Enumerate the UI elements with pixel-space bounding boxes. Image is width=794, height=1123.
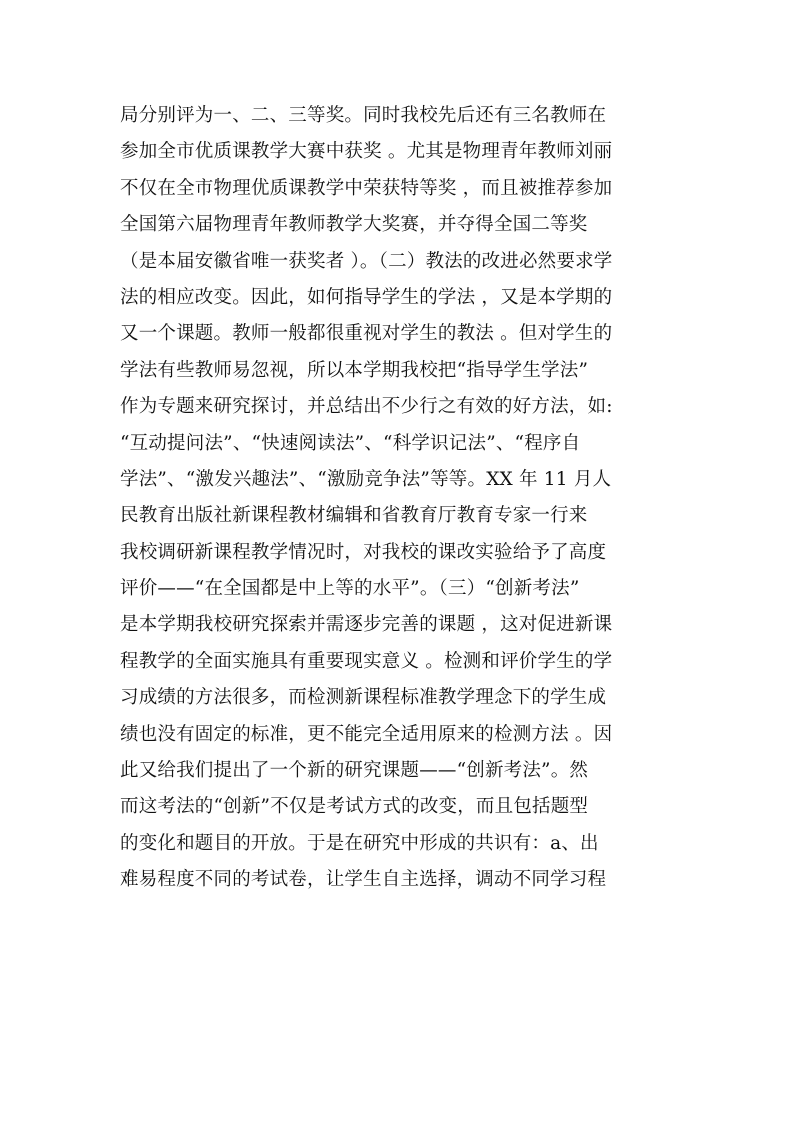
text-line: 评价——“在全国都是中上等的水平”。（三）“创新考法” — [120, 578, 580, 600]
text-line: 习成绩的方法很多，而检测新课程标准教学理念下的学生成 — [120, 687, 607, 709]
text-line: “互动提问法”、“快速阅读法”、“科学识记法”、“程序自 — [120, 432, 581, 454]
text-line: 绩也没有固定的标准，更不能完全适用原来的检测方法 。因 — [120, 723, 613, 745]
text-line: 又一个课题。教师一般都很重视对学生的教法 。但对学生的 — [120, 323, 613, 345]
text-line: 不仅在全市物理优质课教学中荣获特等奖 ，而且被推荐参加 — [120, 177, 613, 199]
text-line: 而这考法的“创新”不仅是考试方式的改变，而且包括题型 — [120, 796, 589, 818]
document-body — [120, 98, 680, 899]
text-line: 参加全市优质课教学大赛中获奖 。尤其是物理青年教师刘丽 — [120, 141, 613, 163]
text-line: 作为专题来研究探讨，并总结出不少行之有效的好方法，如: — [120, 396, 613, 418]
text-line: 难易程度不同的考试卷，让学生自主选择，调动不同学习程 — [120, 869, 607, 891]
text-line: 学法有些教师易忽视，所以本学期我校把“指导学生学法” — [120, 359, 589, 381]
text-line: 民教育出版社新课程教材编辑和省教育厅教育专家一行来 — [120, 505, 588, 527]
text-line: 学法”、“激发兴趣法”、“激励竞争法”等等。XX 年 11 月人 — [120, 468, 612, 490]
text-line: 此又给我们提出了一个新的研究课题——“创新考法”。然 — [120, 760, 589, 782]
text-line: 是本学期我校研究探索并需逐步完善的课题 ，这对促进新课 — [120, 614, 613, 636]
text-line: 程教学的全面实施具有重要现实意义 。检测和评价学生的学 — [120, 650, 613, 672]
text-line: 全国第六届物理青年教师教学大奖赛，并夺得全国二等奖 — [120, 214, 588, 236]
text-line: （是本届安徽省唯一获奖者 ）。（二）教法的改进必然要求学 — [120, 250, 613, 272]
text-line: 我校调研新课程教学情况时，对我校的课改实验给予了高度 — [120, 541, 607, 563]
text-line: 的变化和题目的开放。于是在研究中形成的共识有：a、出 — [120, 832, 599, 854]
text-line: 局分别评为一、二、三等奖。同时我校先后还有三名教师在 — [120, 105, 607, 126]
text-line: 法的相应改变。因此，如何指导学生的学法 ，又是本学期的 — [120, 286, 613, 308]
